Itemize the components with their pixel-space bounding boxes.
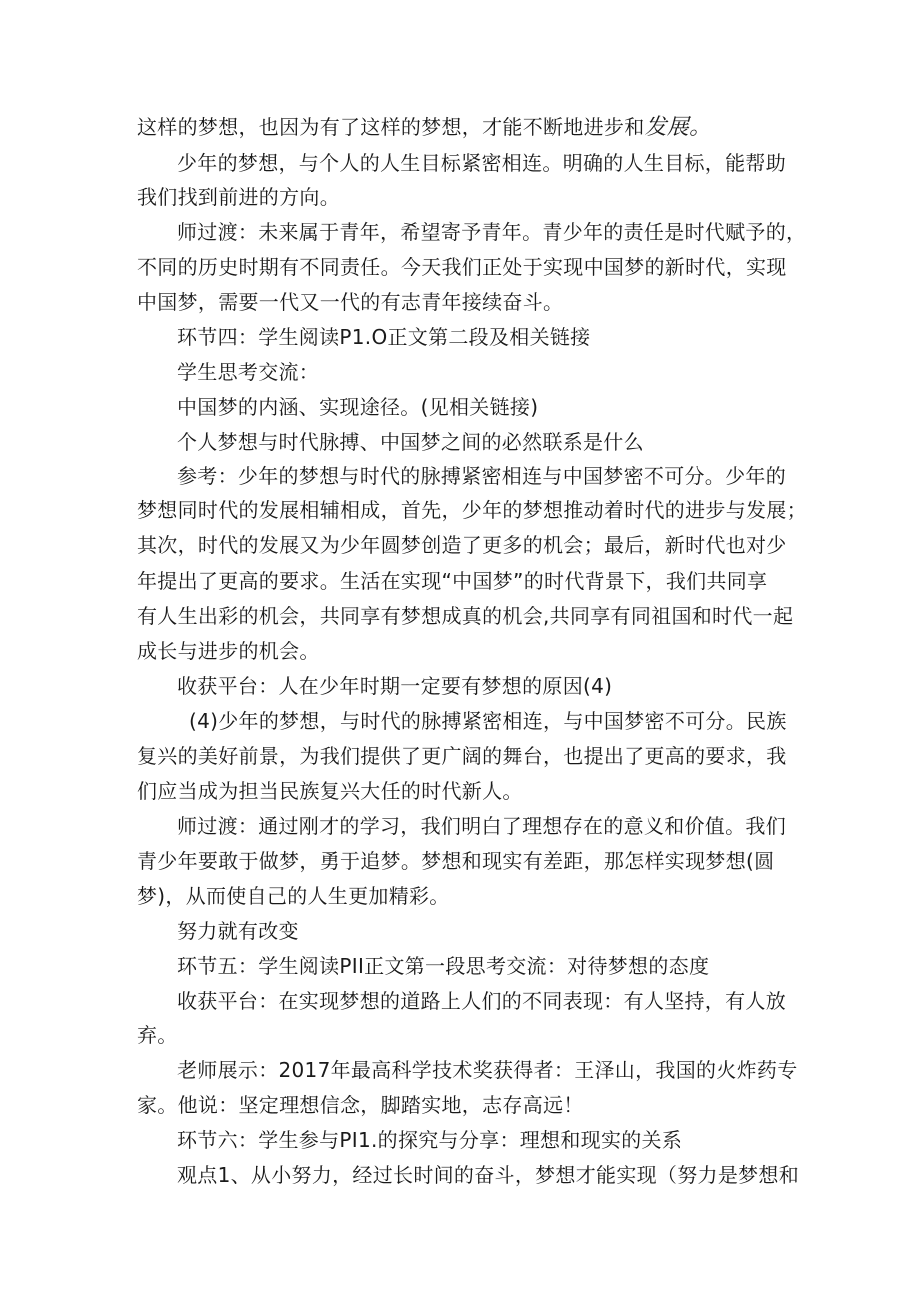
text-line: 师过渡：通过刚才的学习，我们明白了理想存在的意义和价值。我们	[177, 814, 786, 838]
text-line: 青少年要敢于做梦，勇于追梦。梦想和现实有差距，那怎样实现梦想(圆	[137, 849, 775, 873]
text-line	[137, 110, 711, 144]
line-text: 这样的梦想，也因为有了这样的梦想，才能不断地进步和	[137, 115, 645, 139]
text-line: 家。他说：坚定理想信念，脚踏实地，志存高远！	[137, 1093, 584, 1117]
italic-text: 发展。	[644, 115, 712, 140]
text-line: 其次，时代的发展又为少年圆梦创造了更多的机会；最后，新时代也对少	[137, 533, 787, 557]
text-line: 参考：少年的梦想与时代的脉搏紧密相连与中国梦密不可分。少年的	[177, 464, 786, 488]
text-line: 师过渡：未来属于青年，希望寄予青年。青少年的责任是时代赋予的，	[177, 220, 807, 244]
text-line: 少年的梦想，与个人的人生目标紧密相连。明确的人生目标，能帮助	[177, 151, 786, 175]
text-line: 学生思考交流：	[177, 360, 320, 384]
text-line: 老师展示：2017年最高科学技术奖获得者：王泽山，我国的火炸药专	[177, 1058, 798, 1082]
text-line: 弃。	[137, 1023, 178, 1047]
text-line: 收获平台：人在少年时期一定要有梦想的原因(4)	[177, 674, 613, 698]
text-line: 们应当成为担当民族复兴大任的时代新人。	[137, 779, 523, 803]
text-line: 不同的历史时期有不同责任。今天我们正处于实现中国梦的新时代，实现	[137, 255, 787, 279]
text-line: 有人生出彩的机会，共同享有梦想成真的机会,共同享有同祖国和时代一起	[137, 604, 794, 628]
text-line: 梦)，从而使自己的人生更加精彩。	[137, 884, 450, 908]
text-line: 观点1、从小努力，经过长时间的奋斗，梦想才能实现（努力是梦想和	[177, 1163, 800, 1187]
text-line: 个人梦想与时代脉搏、中国梦之间的必然联系是什么	[177, 430, 644, 454]
text-line: 复兴的美好前景，为我们提供了更广阔的舞台，也提出了更高的要求，我	[137, 744, 787, 768]
text-line: 成长与进步的机会。	[137, 639, 320, 663]
text-line: 中国梦的内涵、实现途径。(见相关链接)	[177, 395, 539, 419]
section-heading: 环节五：学生阅读PII正文第一段思考交流：对待梦想的态度	[177, 954, 710, 978]
section-heading: 努力就有改变	[177, 919, 299, 943]
text-line: 我们找到前进的方向。	[137, 185, 340, 209]
text-line: 梦想同时代的发展相辅相成，首先，少年的梦想推动着时代的进步与发展；	[137, 498, 807, 522]
text-line: (4)少年的梦想，与时代的脉搏紧密相连，与中国梦密不可分。民族	[189, 709, 787, 733]
text-line: 年提出了更高的要求。生活在实现“中国梦”的时代背景下，我们共同享	[137, 569, 768, 593]
section-heading: 环节四：学生阅读P1.O正文第二段及相关链接	[177, 325, 591, 349]
section-heading: 环节六：学生参与PI1.的探究与分享：理想和现实的关系	[177, 1128, 683, 1152]
text-line: 收获平台：在实现梦想的道路上人们的不同表现：有人坚持，有人放	[177, 989, 786, 1013]
text-line: 中国梦，需要一代又一代的有志青年接续奋斗。	[137, 290, 564, 314]
